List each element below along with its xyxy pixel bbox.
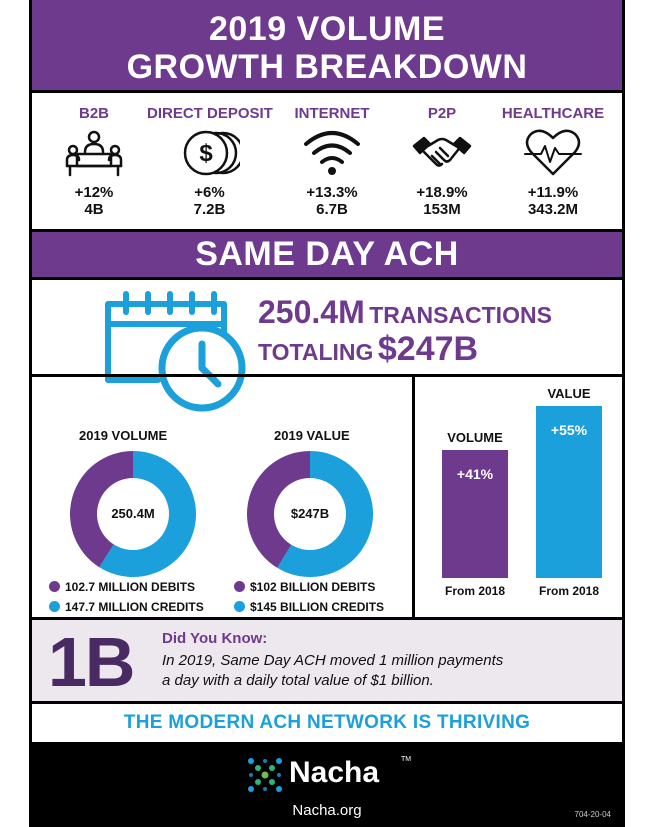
tagline: THE MODERN ACH NETWORK IS THRIVING [29, 704, 625, 742]
brand-name: Nacha [289, 756, 380, 789]
category-row [29, 93, 625, 229]
did-you-know-figure: 1B [48, 623, 134, 701]
category-label: B2B [78, 105, 109, 122]
website-link[interactable]: Nacha.org [292, 802, 362, 819]
category-volume: 4B [84, 201, 104, 218]
did-you-know-heading: Did You Know: [162, 630, 268, 647]
category-b2b [34, 93, 154, 218]
volume-donut-center: 250.4M [111, 506, 155, 521]
did-you-know-panel [29, 620, 625, 704]
category-growth: +18.9% [416, 184, 468, 201]
category-direct-deposit [147, 93, 272, 218]
category-label: P2P [427, 105, 457, 122]
legend-item [49, 580, 195, 594]
category-growth: +13.3% [306, 184, 358, 201]
totaling-line [258, 330, 478, 369]
category-internet [272, 93, 392, 218]
transactions-value: 250.4M [258, 294, 365, 330]
infographic [29, 0, 625, 827]
credit-dot [49, 601, 60, 612]
volume-bar-title: VOLUME [447, 429, 503, 445]
svg-text:$: $ [198, 140, 213, 167]
total-value: $247B [377, 330, 479, 368]
value-bar-title: VALUE [547, 386, 591, 401]
legend-item [234, 580, 375, 594]
category-volume: 6.7B [316, 201, 348, 218]
legend-item [234, 600, 384, 614]
value-donut-center: $247B [290, 506, 330, 521]
same-day-ach-banner: SAME DAY ACH [29, 229, 625, 280]
value-donut-title: 2019 VALUE [274, 428, 350, 443]
panel-divider [412, 377, 415, 617]
legend-item [49, 600, 204, 614]
value-growth-bar [536, 406, 602, 578]
category-volume: 343.2M [527, 201, 579, 218]
nacha-logo-icon [247, 757, 283, 793]
debit-dot [234, 581, 245, 592]
volume-bar-footer: From 2018 [444, 584, 506, 598]
trademark: TM [401, 756, 412, 763]
volume-donut-title: 2019 VOLUME [79, 428, 168, 443]
legend-label: $145 BILLION CREDITS [250, 600, 385, 614]
volume-growth-bar [442, 450, 508, 578]
category-volume: 153M [423, 201, 461, 218]
title-line-2: GROWTH BREAKDOWN [126, 48, 528, 86]
footer [29, 742, 625, 827]
legend-label: 147.7 MILLION CREDITS [65, 600, 204, 614]
legend-label: $102 BILLION DEBITS [250, 580, 376, 594]
transactions-line [258, 294, 552, 331]
did-you-know-line-1: In 2019, Same Day ACH moved 1 million payments [162, 652, 504, 669]
did-you-know-line-2: a day with a daily total value of $1 billion. [162, 672, 434, 689]
handshake-icon [412, 128, 472, 178]
did-you-know-text [162, 651, 582, 691]
charts-panel [29, 374, 625, 620]
meeting-table-icon [64, 128, 124, 178]
debit-dot [49, 581, 60, 592]
category-growth: +11.9% [527, 184, 579, 201]
totaling-label: TOTALING [258, 339, 374, 365]
category-p2p [382, 93, 502, 218]
document-code: 704-20-04 [574, 810, 611, 819]
transactions-label: TRANSACTIONS [369, 302, 552, 328]
value-bar-footer: From 2018 [538, 584, 600, 598]
heartbeat-icon [523, 128, 583, 178]
category-label: DIRECT DEPOSIT [147, 105, 273, 122]
volume-growth-label: +41% [456, 465, 494, 482]
category-volume: 7.2B [193, 201, 226, 218]
category-label: HEALTHCARE [501, 105, 605, 122]
value-growth-label: +55% [550, 422, 588, 438]
credit-dot [234, 601, 245, 612]
dollar-coins-icon [180, 128, 240, 178]
wifi-icon [302, 128, 362, 178]
category-growth: +12% [74, 184, 114, 201]
title-banner [29, 0, 625, 93]
category-healthcare [493, 93, 613, 218]
transactions-panel [29, 280, 625, 374]
legend-label: 102.7 MILLION DEBITS [65, 580, 196, 594]
title-line-1: 2019 VOLUME [208, 10, 446, 48]
category-growth: +6% [194, 184, 225, 201]
category-label: INTERNET [294, 105, 370, 122]
